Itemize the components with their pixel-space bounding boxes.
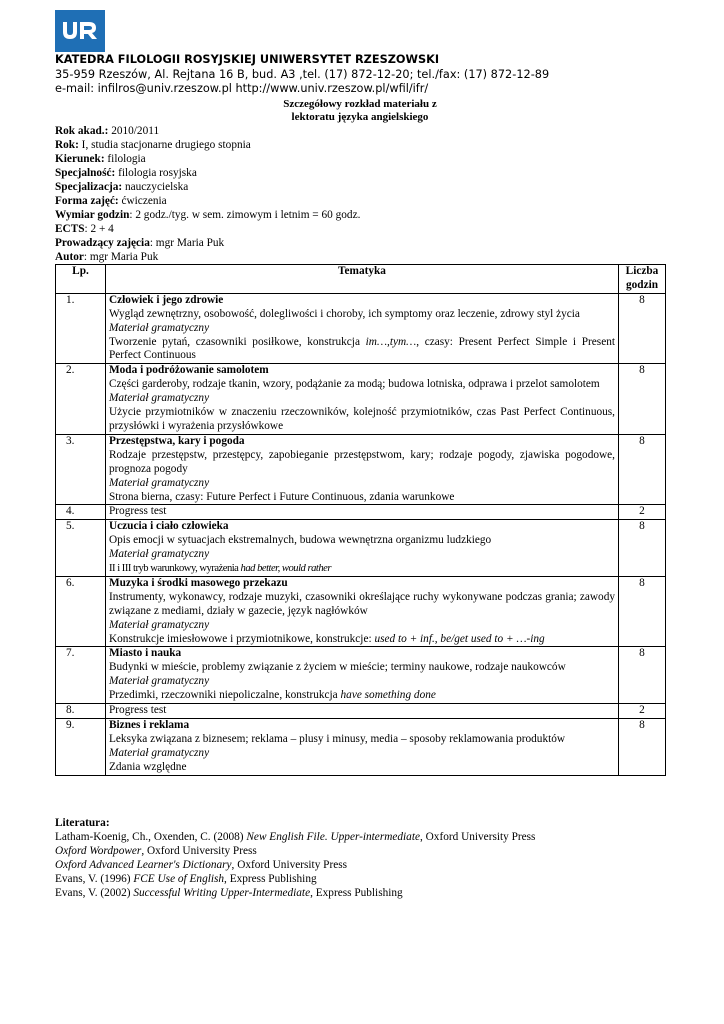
row-number: 6. (56, 576, 106, 647)
meta-line (55, 152, 360, 166)
row-topic: Progress test (106, 704, 619, 719)
topic-description: Części garderoby, rodzaje tkanin, wzory, podążanie za modą; budowa lotniska, odprawa i przelot samolotem (109, 378, 600, 391)
table-row (56, 719, 666, 776)
meta-label: ECTS (55, 223, 85, 235)
header-topic: Tematyka (106, 265, 619, 294)
literature-title: Oxford Advanced Learner's Dictionary (55, 859, 232, 871)
table-row (56, 505, 666, 520)
meta-value: : mgr Maria Puk (149, 237, 225, 249)
row-number: 9. (56, 719, 106, 776)
table-row (56, 434, 666, 505)
meta-label: Rok akad.: (55, 125, 109, 137)
table-row (56, 576, 666, 647)
row-number: 1. (56, 293, 106, 364)
meta-value: : 2 godz./tyg. w sem. zimowym i letnim = 60 godz. (129, 209, 361, 221)
row-hours: 2 (619, 505, 666, 520)
topic-title: Moda i podróżowanie samolotem (109, 364, 269, 377)
meta-line (55, 180, 360, 194)
meta-label: Autor (55, 251, 84, 263)
grammar-italic: im…,tym… (365, 335, 417, 348)
topic-description: Rodzaje przestępstw, przestępcy, zapobieganie przestępstwom, kary; rodzaje pogody, zjawiska pogodowe, prognoza pogody (109, 448, 615, 475)
meta-label: Specjalność: (55, 167, 116, 179)
header-hours: Liczba godzin (619, 265, 666, 294)
meta-line (55, 124, 360, 138)
table-header-row (56, 265, 666, 294)
row-number: 4. (56, 505, 106, 520)
meta-label: Prowadzący zajęcia (55, 237, 150, 249)
literature-title: FCE Use of English (133, 873, 225, 885)
grammar-content: Tworzenie pytań, czasowniki posiłkowe, konstrukcja im…,tym…, czasy: Present Perfect Simple i Present Perfect Continuous (109, 335, 615, 362)
literature-title: New English File. Upper-intermediate (246, 831, 420, 843)
grammar-label: Materiał gramatyczny (109, 476, 210, 489)
row-hours: 8 (619, 719, 666, 776)
literature-item: Evans, V. (1996) FCE Use of English, Express Publishing (55, 873, 317, 885)
topic-title: Muzyka i środki masowego przekazu (109, 576, 288, 589)
course-meta (55, 124, 360, 264)
row-topic (106, 576, 619, 647)
meta-line (55, 250, 360, 264)
meta-value: : 2 + 4 (84, 223, 114, 235)
row-hours: 8 (619, 293, 666, 364)
meta-line (55, 138, 360, 152)
meta-value: filologia rosyjska (115, 167, 197, 179)
meta-line (55, 166, 360, 180)
row-topic (106, 364, 619, 435)
table-row (56, 364, 666, 435)
grammar-label: Materiał gramatyczny (109, 548, 210, 561)
row-topic (106, 434, 619, 505)
meta-label: Rok: (55, 139, 79, 151)
literature-title: Oxford Wordpower (55, 845, 142, 857)
row-number: 5. (56, 520, 106, 577)
grammar-content: Strona bierna, czasy: Future Perfect i Future Continuous, zdania warunkowe (109, 490, 455, 503)
row-topic (106, 647, 619, 704)
grammar-label: Materiał gramatyczny (109, 675, 210, 688)
grammar-label: Materiał gramatyczny (109, 618, 210, 631)
table-row (56, 520, 666, 577)
literature-heading: Literatura: (55, 817, 110, 829)
grammar-italic: have something done (340, 689, 436, 702)
row-hours: 8 (619, 520, 666, 577)
university-logo-icon (55, 10, 105, 52)
grammar-label: Materiał gramatyczny (109, 392, 210, 405)
table-row (56, 647, 666, 704)
meta-label: Forma zajęć: (55, 195, 119, 207)
meta-value: 2010/2011 (108, 125, 160, 137)
literature-item: Evans, V. (2002) Successful Writing Upper-Intermediate, Express Publishing (55, 887, 403, 899)
topic-title: Przestępstwa, kary i pogoda (109, 434, 245, 447)
row-topic (106, 293, 619, 364)
literature-list (55, 830, 535, 900)
topic-title: Miasto i nauka (109, 647, 182, 660)
meta-label: Wymiar godzin (55, 209, 130, 221)
meta-value: nauczycielska (122, 181, 189, 193)
meta-value: ćwiczenia (118, 195, 167, 207)
topic-description: Instrumenty, wykonawcy, rodzaje muzyki, czasowniki określające ruchy wykonywane podczas grania; zawody związane z mediami, działy w gazecie, język nagłówków (109, 590, 615, 617)
literature-section (55, 816, 535, 900)
grammar-label: Materiał gramatyczny (109, 746, 210, 759)
document-title-line2: lektoratu języka angielskiego (291, 111, 429, 123)
meta-label: Kierunek: (55, 153, 105, 165)
document-title-line1: Szczegółowy rozkład materiału z (283, 98, 437, 110)
row-hours: 2 (619, 704, 666, 719)
university-logo (55, 10, 105, 52)
row-number: 8. (56, 704, 106, 719)
row-hours: 8 (619, 647, 666, 704)
department-contact: e-mail: infilros@univ.rzeszow.pl http://www.univ.rzeszow.pl/wfil/ifr/ (55, 82, 429, 95)
meta-line (55, 194, 360, 208)
grammar-content: Przedimki, rzeczowniki niepoliczalne, konstrukcja have something done (109, 689, 436, 702)
grammar-content: II i III tryb warunkowy, wyrażenia had better, would rather (109, 563, 331, 575)
literature-item: Oxford Wordpower, Oxford University Press (55, 845, 257, 857)
literature-item: Oxford Advanced Learner's Dictionary, Oxford University Press (55, 859, 348, 871)
meta-value: : mgr Maria Puk (83, 251, 159, 263)
meta-label: Specjalizacja: (55, 181, 123, 193)
grammar-italic: had better, would rather (240, 563, 331, 575)
department-address: 35-959 Rzeszów, Al. Rejtana 16 B, bud. A3 ,tel. (17) 872-12-20; tel./fax: (17) 872-12-89 (55, 68, 550, 81)
department-name: KATEDRA FILOLOGII ROSYJSKIEJ UNIWERSYTET RZESZOWSKI (55, 53, 440, 66)
topic-description: Opis emocji w sytuacjach ekstremalnych, budowa wewnętrzna organizmu ludzkiego (109, 534, 492, 547)
grammar-content: Konstrukcje imiesłowowe i przymiotnikowe, konstrukcje: used to + inf., be/get used to + …-ing (109, 632, 545, 645)
meta-line (55, 208, 360, 222)
row-topic: Progress test (106, 505, 619, 520)
grammar-italic: used to + inf., be/get used to + …-ing (374, 632, 545, 645)
meta-line (55, 222, 360, 236)
meta-value: filologia (104, 153, 146, 165)
row-hours: 8 (619, 364, 666, 435)
topic-description: Wygląd zewnętrzny, osobowość, dolegliwości i choroby, ich symptomy oraz leczenie, zdrowy styl życia (109, 307, 580, 320)
topic-title: Człowiek i jego zdrowie (109, 293, 224, 306)
topic-title: Biznes i reklama (109, 719, 190, 731)
literature-title: Successful Writing Upper-Intermediate (133, 887, 311, 899)
topic-description: Leksyka związana z biznesem; reklama – plusy i minusy, media – sposoby reklamowania produktów (109, 732, 566, 745)
meta-line (55, 236, 360, 250)
header-lp: Lp. (56, 265, 106, 294)
grammar-content: Użycie przymiotników w znaczeniu rzeczowników, kolejność przymiotników, czas Past Perfect Continuous, przysłówki i wyrażenia przysłówkowe (109, 406, 615, 432)
row-number: 2. (56, 364, 106, 435)
table-row (56, 704, 666, 719)
row-number: 7. (56, 647, 106, 704)
syllabus-table (55, 264, 666, 776)
row-hours: 8 (619, 434, 666, 505)
row-number: 3. (56, 434, 106, 505)
grammar-label: Materiał gramatyczny (109, 321, 210, 334)
row-topic (106, 719, 619, 776)
grammar-content: Zdania względne (109, 760, 187, 773)
row-topic (106, 520, 619, 577)
literature-item: Latham-Koenig, Ch., Oxenden, C. (2008) New English File. Upper-intermediate, Oxford University Press (55, 831, 536, 843)
topic-title: Uczucia i ciało człowieka (109, 520, 229, 533)
row-hours: 8 (619, 576, 666, 647)
meta-value: I, studia stacjonarne drugiego stopnia (78, 139, 251, 151)
table-row (56, 293, 666, 364)
topic-description: Budynki w mieście, problemy związanie z życiem w mieście; terminy naukowe, rodzaje naukowców (109, 661, 566, 674)
